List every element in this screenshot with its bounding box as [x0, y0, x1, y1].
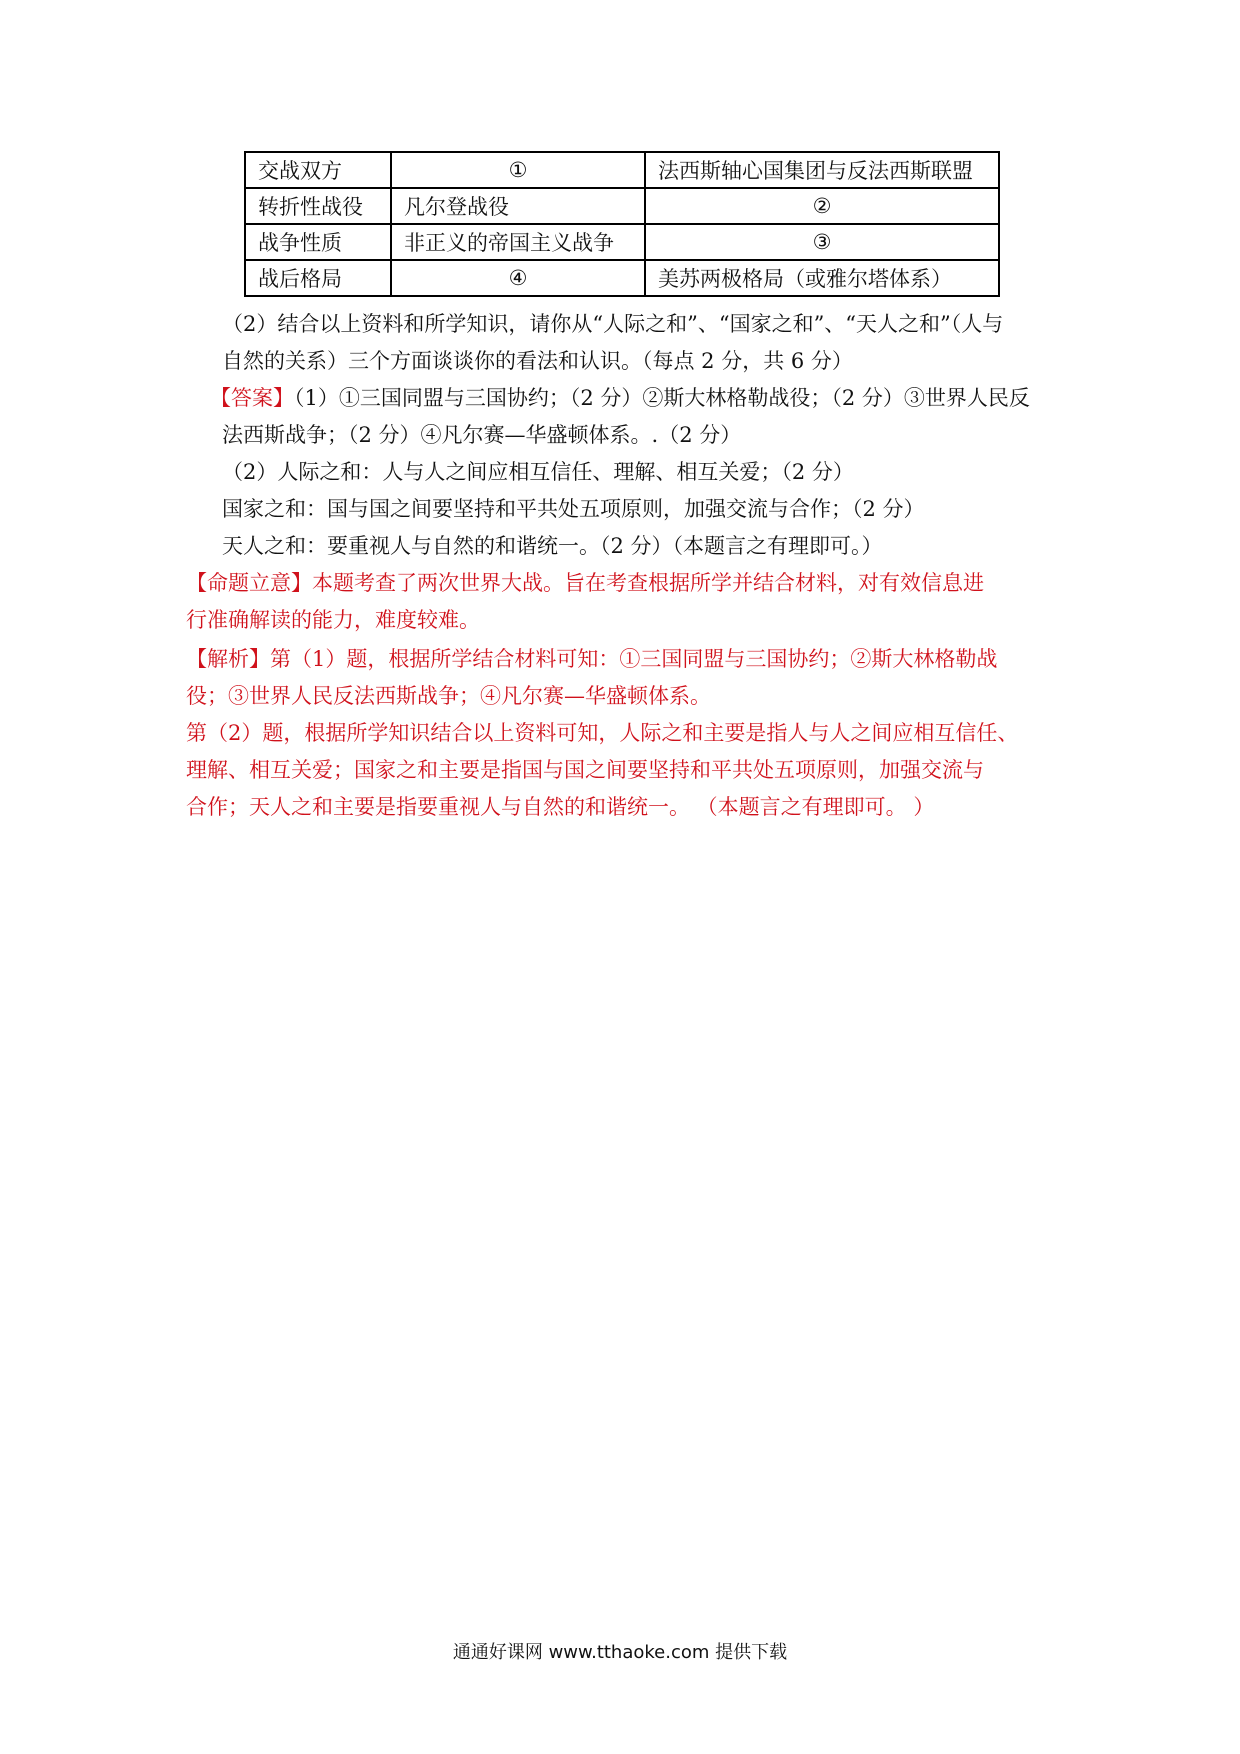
analysis-line3: 第（2）题，根据所学知识结合以上资料可知，人际之和主要是指人与人之间应相互信任、 — [186, 721, 1019, 745]
table-cell: 交战双方 — [245, 152, 391, 188]
page-footer: 通通好课网 www.tthaoke.com 提供下载 — [452, 1642, 788, 1663]
table-cell: 战后格局 — [245, 260, 391, 296]
answer-line3: （2）人际之和：人与人之间应相互信任、理解、相互关爱；（2 分） — [222, 460, 854, 484]
analysis-line2: 役；③世界人民反法西斯战争；④凡尔赛—华盛顿体系。 — [186, 684, 711, 708]
answer-line1 — [210, 383, 1030, 413]
answer-tag: 【答案】 — [210, 386, 294, 410]
table-row — [245, 152, 999, 188]
table-cell: 非正义的帝国主义战争 — [391, 224, 645, 260]
table-cell: 美苏两极格局（或雅尔塔体系） — [645, 260, 999, 296]
table-cell: 凡尔登战役 — [391, 188, 645, 224]
table-cell: ① — [391, 152, 645, 188]
analysis-line1 — [186, 644, 997, 674]
analysis-text: 第（1）题，根据所学结合材料可知：①三国同盟与三国协约；②斯大林格勒战 — [270, 647, 998, 671]
table-cell: 转折性战役 — [245, 188, 391, 224]
answer-line5: 天人之和：要重视人与自然的和谐统一。（2 分）（本题言之有理即可。） — [222, 534, 883, 558]
intent-text: 本题考查了两次世界大战。旨在考查根据所学并结合材料，对有效信息进 — [312, 571, 984, 595]
answer-line2: 法西斯战争；（2 分）④凡尔赛—华盛顿体系。.（2 分） — [222, 423, 742, 447]
table-cell: ③ — [645, 224, 999, 260]
intent-tag: 【命题立意】 — [186, 571, 312, 595]
analysis-tag: 【解析】 — [186, 647, 270, 671]
answer-line4: 国家之和：国与国之间要坚持和平共处五项原则，加强交流与合作；（2 分） — [222, 497, 925, 521]
intent-line1 — [186, 568, 984, 598]
question2-line2: 自然的关系）三个方面谈谈你的看法和认识。（每点 2 分，共 6 分） — [222, 349, 853, 373]
analysis-line4: 理解、相互关爱；国家之和主要是指国与国之间要坚持和平共处五项原则，加强交流与 — [186, 758, 984, 782]
table-row — [245, 260, 999, 296]
analysis-line5: 合作；天人之和主要是指要重视人与自然的和谐统一。 （本题言之有理即可。 ） — [186, 795, 935, 819]
table-row — [245, 188, 999, 224]
table-cell: ② — [645, 188, 999, 224]
table-cell: 法西斯轴心国集团与反法西斯联盟 — [645, 152, 999, 188]
table-cell: ④ — [391, 260, 645, 296]
table-row — [245, 224, 999, 260]
answer-text: （1）①三国同盟与三国协约；（2 分）②斯大林格勒战役；（2 分）③世界人民反 — [294, 386, 1030, 410]
intent-line2: 行准确解读的能力，难度较难。 — [186, 608, 480, 632]
table-cell: 战争性质 — [245, 224, 391, 260]
question2-line1: （2）结合以上资料和所学知识，请你从“人际之和”、“国家之和”、“天人之和”（人与 — [222, 312, 1004, 336]
comparison-table — [244, 151, 1000, 297]
